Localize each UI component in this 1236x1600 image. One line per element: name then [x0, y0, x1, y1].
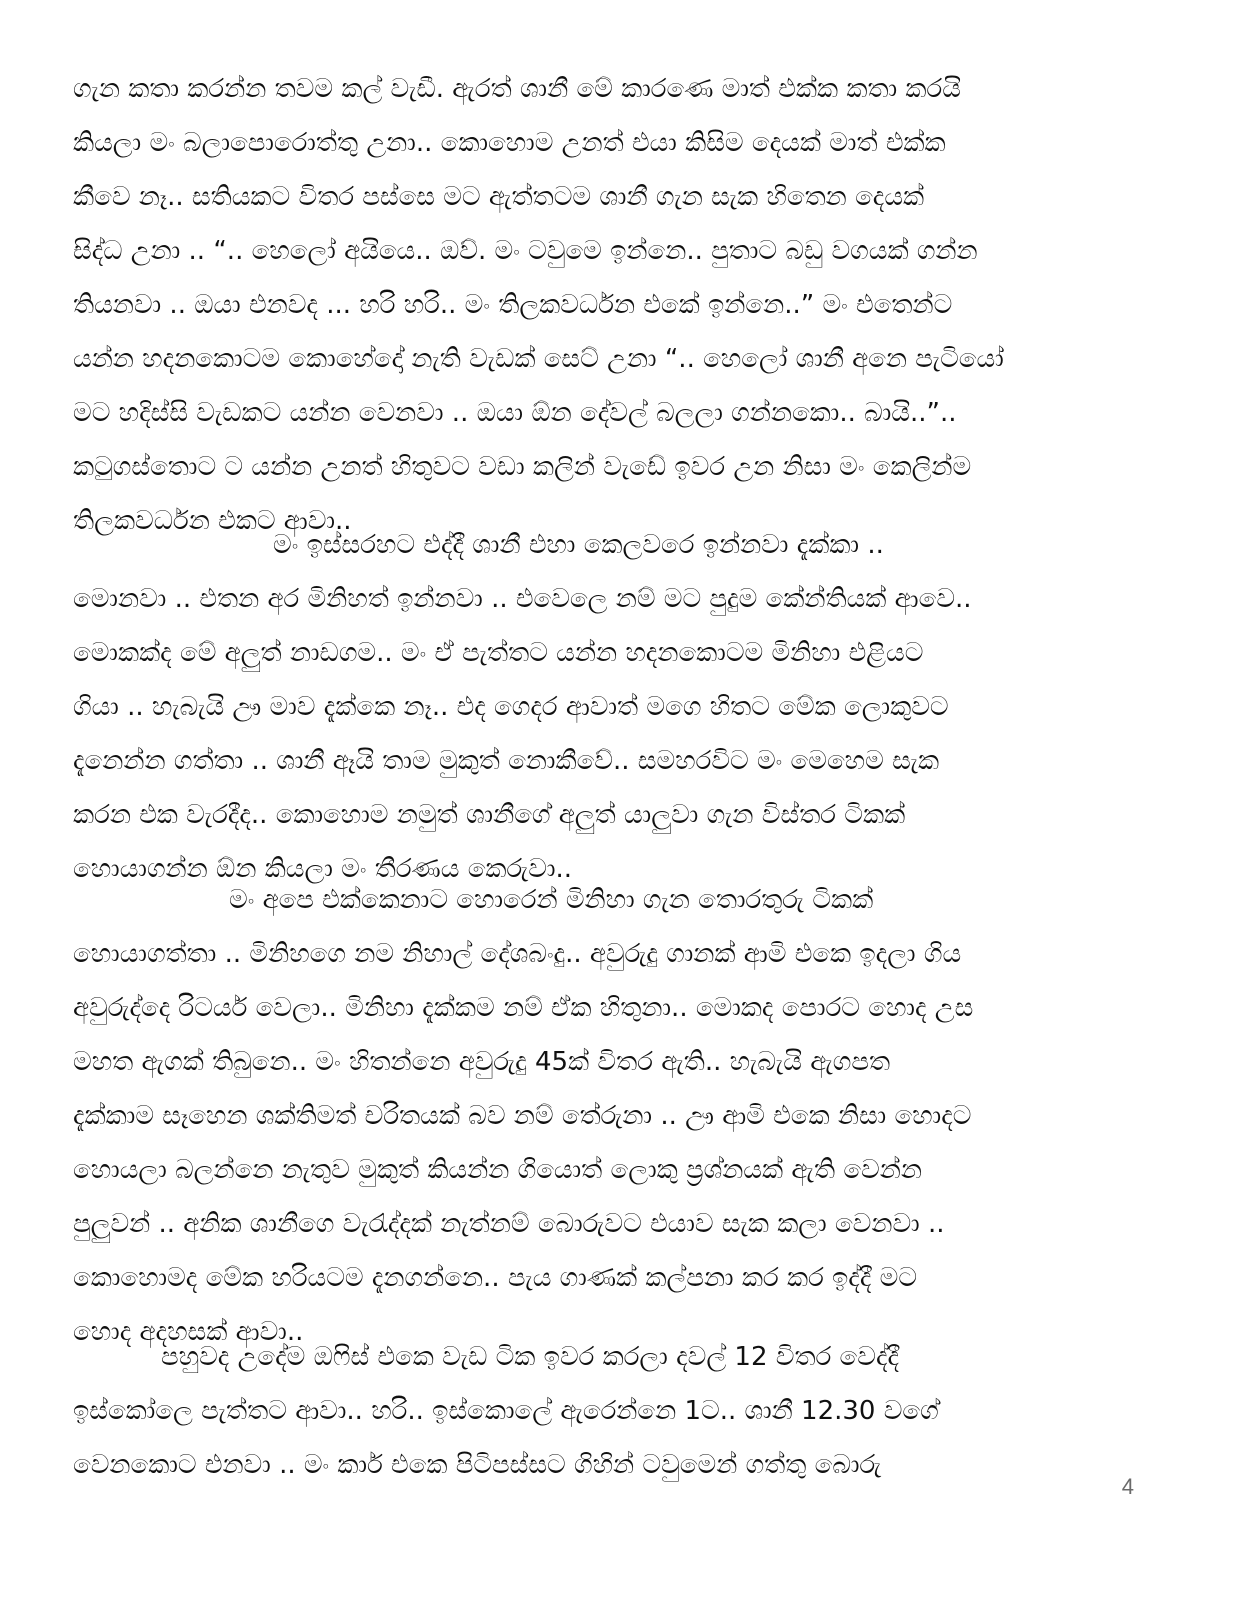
text-line: අවුරුද්දෙ රිටයර් වෙලා.. මිනිහා දැක්කම නම් ඒක හිතුනා.. මොකද පොරට හොද උස: [73, 993, 974, 1023]
text-line: මට හදිස්සි වැඩකට යන්න වෙනවා .. ඔයා ඕන දේවල් බලලා ගන්නකො.. බායි..”..: [73, 398, 957, 428]
text-line: කොහොමද මේක හරියටම දැනගන්නෙ.. පැය ගාණක් කල්පනා කර කර ඉද්දී මට: [73, 1263, 918, 1293]
text-line: තිලකවර්ධන එකට ආවා..: [73, 506, 352, 536]
text-line: සිද්ධ උනා .. “.. හෙලෝ අයියෙ.. ඔව්. මං ටවුමෙ ඉන්නෙ.. පුතාට බඩු වගයක් ගන්න: [73, 236, 978, 266]
text-line: තියනවා .. ඔයා එනවද ... හරි හරි.. මං තිලකවර්ධන එකේ ඉන්නෙ..” මං එතෙන්ට: [73, 290, 953, 320]
text-line: හොද අදහසක් ආවා..: [73, 1317, 304, 1347]
text-line: මොනවා .. එතන අර මිනිහත් ඉන්නවා .. එවෙලෙ නම් මට පුදුම කේන්තියක් ආවෙ..: [73, 584, 972, 614]
text-line: මං අපෙ එක්කෙනාට හොරෙන් මිනිහා ගැන තොරතුරු ටිකක්: [229, 885, 874, 915]
paragraph-3: [73, 873, 1168, 1359]
text-line: හොයාගත්තා .. මිනිහගෙ නම නිහාල් දේශබංදු.. අවුරුදු ගානක් ආමි එකෙ ඉදලා ගිය: [73, 939, 962, 969]
paragraph-2: [73, 518, 1168, 896]
text-line: දැනෙන්න ගත්තා .. ශානී ඈයි තාම මුකුත් නොකීවේ.. සමහරවිට මං මෙහෙම සැක: [73, 746, 940, 776]
text-line: හොයාගන්න ඕන කියලා මං තීරණය කෙරුවා..: [73, 854, 573, 884]
paragraph-1: [73, 62, 1168, 548]
text-line: ගියා .. හැබැයි ඌ මාව දැක්කෙ නෑ.. එද ගෙදර ආවාත් මගෙ හිතට මේක ලොකුවට: [73, 692, 949, 722]
text-line: හොයලා බලන්නෙ නැතුව මුකුත් කියන්න ගියොත් ලොකු ප්‍රශ්නයක් ඇති වෙන්න: [73, 1155, 922, 1185]
text-line: කරන එක වැරදීද.. කොහොම නමුත් ශානීගේ අලුත් යාලුවා ගැන විස්තර ටිකක්: [73, 800, 906, 830]
text-line: මං ඉස්සරහට එද්දී ශානී එහා කෙලවරෙ ඉන්නවා දැක්කා ..: [273, 530, 884, 560]
text-line: පුලුවන් .. අනික ශානීගෙ වැරැද්දක් නැත්නම් බොරුවට එයාව සැක කලා වෙනවා ..: [73, 1209, 945, 1239]
text-line: කටුගස්තොට ට යන්න උනත් හිතුවට වඩා කලින් වැඩේ ඉවර උන නිසා මං කෙලින්ම: [73, 452, 972, 482]
text-line: වෙනකොට එනවා .. මං කාර් එකෙ පිටිපස්සට ගිහින් ටවුමෙන් ගත්තු බොරු: [73, 1450, 882, 1480]
text-line: ගැන කතා කරන්න තවම කල් වැඩී. ඇරත් ශානී මේ කාරණෙ මාත් එක්ක කතා කරයි: [73, 74, 961, 104]
text-line: කියලා මං බලාපොරොත්තු උනා.. කොහොම උනත් එයා කිසිම දෙයක් මාත් එක්ක: [73, 128, 946, 158]
text-line: මොකක්ද මේ අලුත් නාඩගම.. මං ඒ පැත්තට යන්න හදනකොටම මිනිහා එළියට: [73, 638, 924, 668]
text-line: කීවෙ නෑ.. සතියකට විතර පස්සෙ මට ඇත්තටම ශානී ගැන සැක හිතෙන දෙයක්: [73, 182, 925, 212]
text-line: දැක්කාම සෑහෙන ශක්තිමත් චරිතයක් බව නම් තේරුනා .. ඌ ආමි එකෙ නිසා හොදට: [73, 1101, 972, 1131]
text-line: පහුවද උදේම ඔෆිස් එකෙ වැඩ ටික ඉවර කරලා දවල් 12 විතර වෙද්දී: [161, 1342, 900, 1372]
paragraph-4: [73, 1330, 1168, 1492]
text-line: ඉස්කෝලෙ පැත්තට ආවා.. හරි.. ඉස්කොලේ ඇරෙන්නෙ 1ට.. ශානී 12.30 වගේ: [73, 1396, 939, 1426]
text-line: යන්න හදනකොටම කොහේදෝ නැති වැඩක් සෙට් උනා “.. හෙලෝ ශානී අනෙ පැටියෝ: [73, 344, 1004, 374]
text-line: මහත ඇගක් තිබුනෙ.. මං හිතන්නෙ අවුරුදු 45ක් විතර ඇති.. හැබැයි ඇගපත: [73, 1047, 891, 1077]
page-number: 4: [1121, 1474, 1134, 1499]
